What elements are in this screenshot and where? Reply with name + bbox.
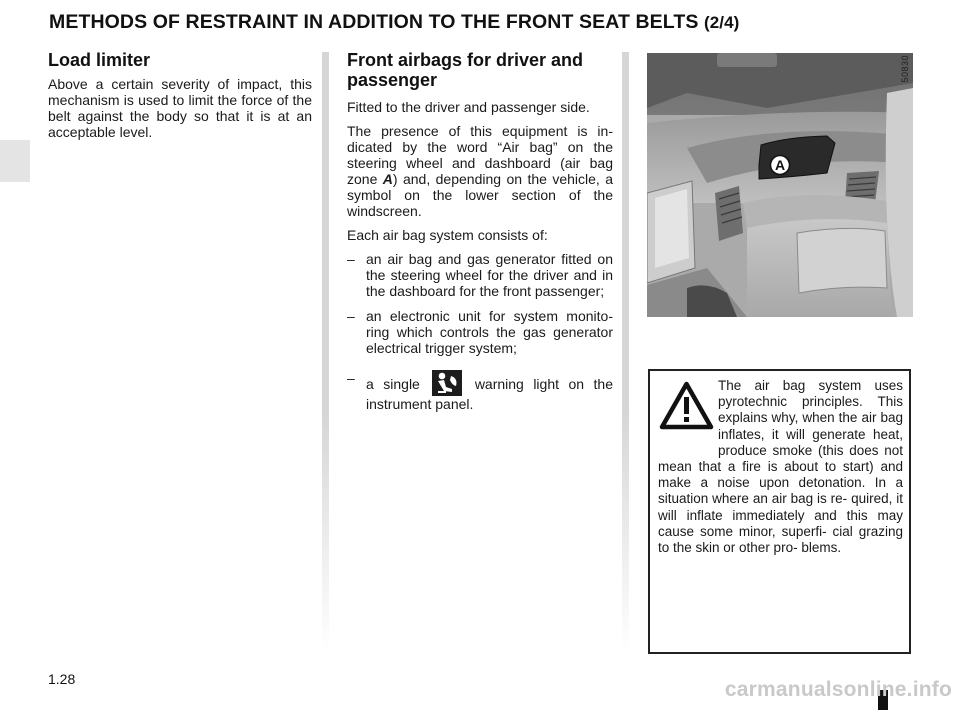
dash-bullet: – [347,308,355,324]
zone-label: A [382,171,393,187]
list-item-text: a single [366,376,420,392]
list-item-text: warning light on the instrument panel. [366,376,613,412]
page-title [49,11,739,34]
page-title-text: METHODS OF RESTRAINT IN ADDITION TO THE FRONT SEAT BELTS [49,11,699,33]
watermark: carmanualsonline.info [724,678,952,701]
zone-a-label: A [774,157,786,173]
figure-code: 50830 [900,55,910,83]
section-heading: Front airbags for driver and passenger [347,50,584,90]
front-airbags-section [347,50,613,421]
load-limiter-section [48,50,312,148]
warning-text-body: The air bag system uses pyrotechnic principles. This explains why, when the air bag inflates, it will generate heat, produce smoke (this does not mean that a fire is about to start) and make a noise upon detonation. In a situation where an air bag is re- quired, it will inflate immediately and this may cause some minor, superfi- cial grazing to the skin or other pro- blems. [658,378,903,556]
paragraph-consists: Each air bag system consists of: [347,227,548,243]
paragraph-text: The presence of this equipment is in- dicated by the word “Air bag” on the steering wheel and dashboard (air bag zone [347,123,613,187]
page-number: 1.28 [48,671,76,687]
list-item-text: an electronic unit for system monito- ring which controls the gas generator electrical trigger system; [366,308,613,356]
list-item [347,251,613,299]
chapter-tab [0,140,30,182]
airbag-warning-light-icon [432,370,462,396]
dashboard-photo [647,53,913,317]
page-title-part: (2/4) [703,13,740,32]
section-paragraph: Above a certain severity of impact, this mechanism is used to limit the force of the belt against the body so that it is at an acceptable level. [48,76,312,140]
list-item [347,370,613,412]
dash-bullet: – [347,370,355,386]
section-heading: Load limiter [48,50,151,70]
warning-box [648,369,911,654]
list-item-text: an air bag and gas generator fitted on the steering wheel for the driver and in the dashboard for the front passenger; [366,251,613,299]
warning-text [658,378,903,556]
paragraph-text: ) and, depending on the vehicle, a symbol on the lower section of the windscreen. [347,171,614,219]
components-list [347,251,613,412]
column-divider [622,52,629,652]
dash-bullet: – [347,251,355,267]
paragraph-presence [347,123,613,219]
paragraph-fitted: Fitted to the driver and passenger side. [347,99,590,115]
list-item [347,308,613,356]
column-divider [322,52,329,652]
